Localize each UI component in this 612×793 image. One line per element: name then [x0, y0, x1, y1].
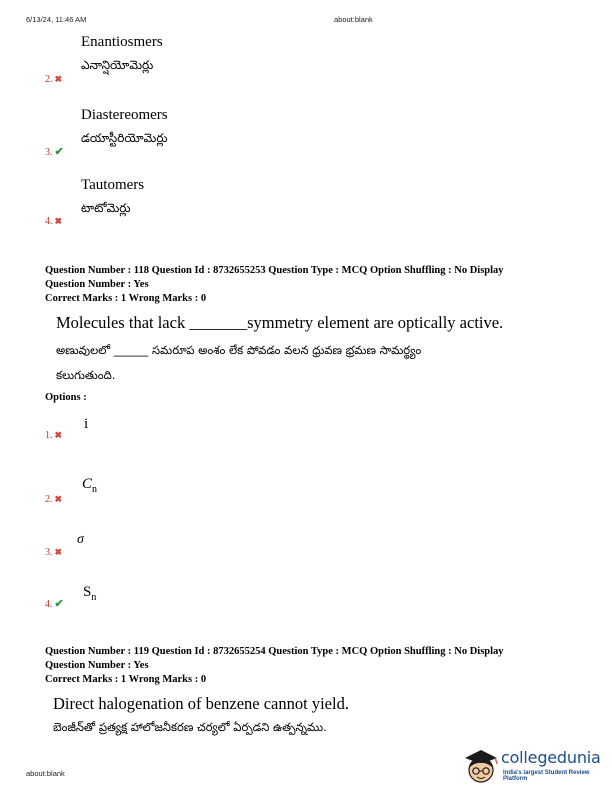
wrong-mark-icon: ✖ — [54, 216, 63, 226]
option-text-te: ఎనాన్షియోమెర్లు — [81, 58, 154, 72]
question-text-en: Direct halogenation of benzene cannot yield. — [53, 694, 349, 713]
option-symbol: $S_n$ — [83, 584, 97, 603]
wrong-mark-icon: ✖ — [54, 494, 63, 504]
option-number: 4. ✖ — [45, 216, 63, 227]
question-marks: Correct Marks : 1 Wrong Marks : 0 — [45, 674, 207, 685]
option-symbol: $C_n$ — [82, 476, 98, 495]
print-page-title: about:blank — [334, 15, 373, 24]
option-text-en: Enantiosmers — [81, 34, 163, 50]
question-text-te: అణువులలో ______ సమరూప అంశం లేక పోవడం వలన ధ్రువణ భ్రమణ సామర్థ్యం — [56, 343, 422, 357]
wrong-mark-icon: ✖ — [54, 430, 63, 440]
question-meta: Question Number : 119 Question Id : 8732655254 Question Type : MCQ Option Shuffling : No Display — [45, 646, 504, 657]
option-number: 3. ✔ — [45, 146, 64, 158]
option-number: 1. ✖ — [45, 430, 63, 441]
option-number: 2. ✖ — [45, 494, 63, 505]
print-footer-url: about:blank — [26, 769, 65, 778]
correct-check-icon: ✔ — [54, 146, 64, 158]
question-text-en: Molecules that lack _______symmetry element are optically active. — [56, 313, 504, 332]
wrong-mark-icon: ✖ — [54, 74, 63, 84]
option-text-te: టాటోమెర్లు — [81, 201, 131, 215]
question-marks: Correct Marks : 1 Wrong Marks : 0 — [45, 293, 207, 304]
correct-check-icon: ✔ — [54, 598, 64, 610]
collegedunia-logo — [461, 744, 611, 788]
option-symbol: i — [84, 416, 89, 432]
option-number: 4. ✔ — [45, 598, 64, 610]
question-text-te: బెంజీన్‌తో ప్రత్యక్ష హాలోజనీకరణ చర్యలో ఏర్పడని ఉత్పన్నము. — [53, 720, 327, 734]
question-meta: Question Number : 118 Question Id : 8732655253 Question Type : MCQ Option Shuffling : No Display — [45, 265, 504, 276]
question-meta: Question Number : Yes — [45, 660, 149, 671]
option-number: 2. ✖ — [45, 74, 63, 85]
mascot-icon — [461, 744, 501, 788]
options-label: Options : — [45, 392, 87, 403]
option-number: 3. ✖ — [45, 547, 63, 558]
brand-name: collegedunia — [501, 748, 601, 767]
question-meta: Question Number : Yes — [45, 279, 149, 290]
option-text-te: డయాస్టీరియోమెర్లు — [81, 131, 168, 145]
option-text-en: Tautomers — [81, 177, 145, 193]
brand-tagline: India's largest Student Review Platform — [503, 770, 590, 782]
option-text-en: Diastereomers — [81, 107, 168, 123]
option-symbol: σ — [77, 532, 84, 547]
print-datetime: 6/13/24, 11:46 AM — [26, 15, 87, 24]
wrong-mark-icon: ✖ — [54, 547, 63, 557]
question-text-te: కలుగుతుంది. — [56, 368, 116, 382]
